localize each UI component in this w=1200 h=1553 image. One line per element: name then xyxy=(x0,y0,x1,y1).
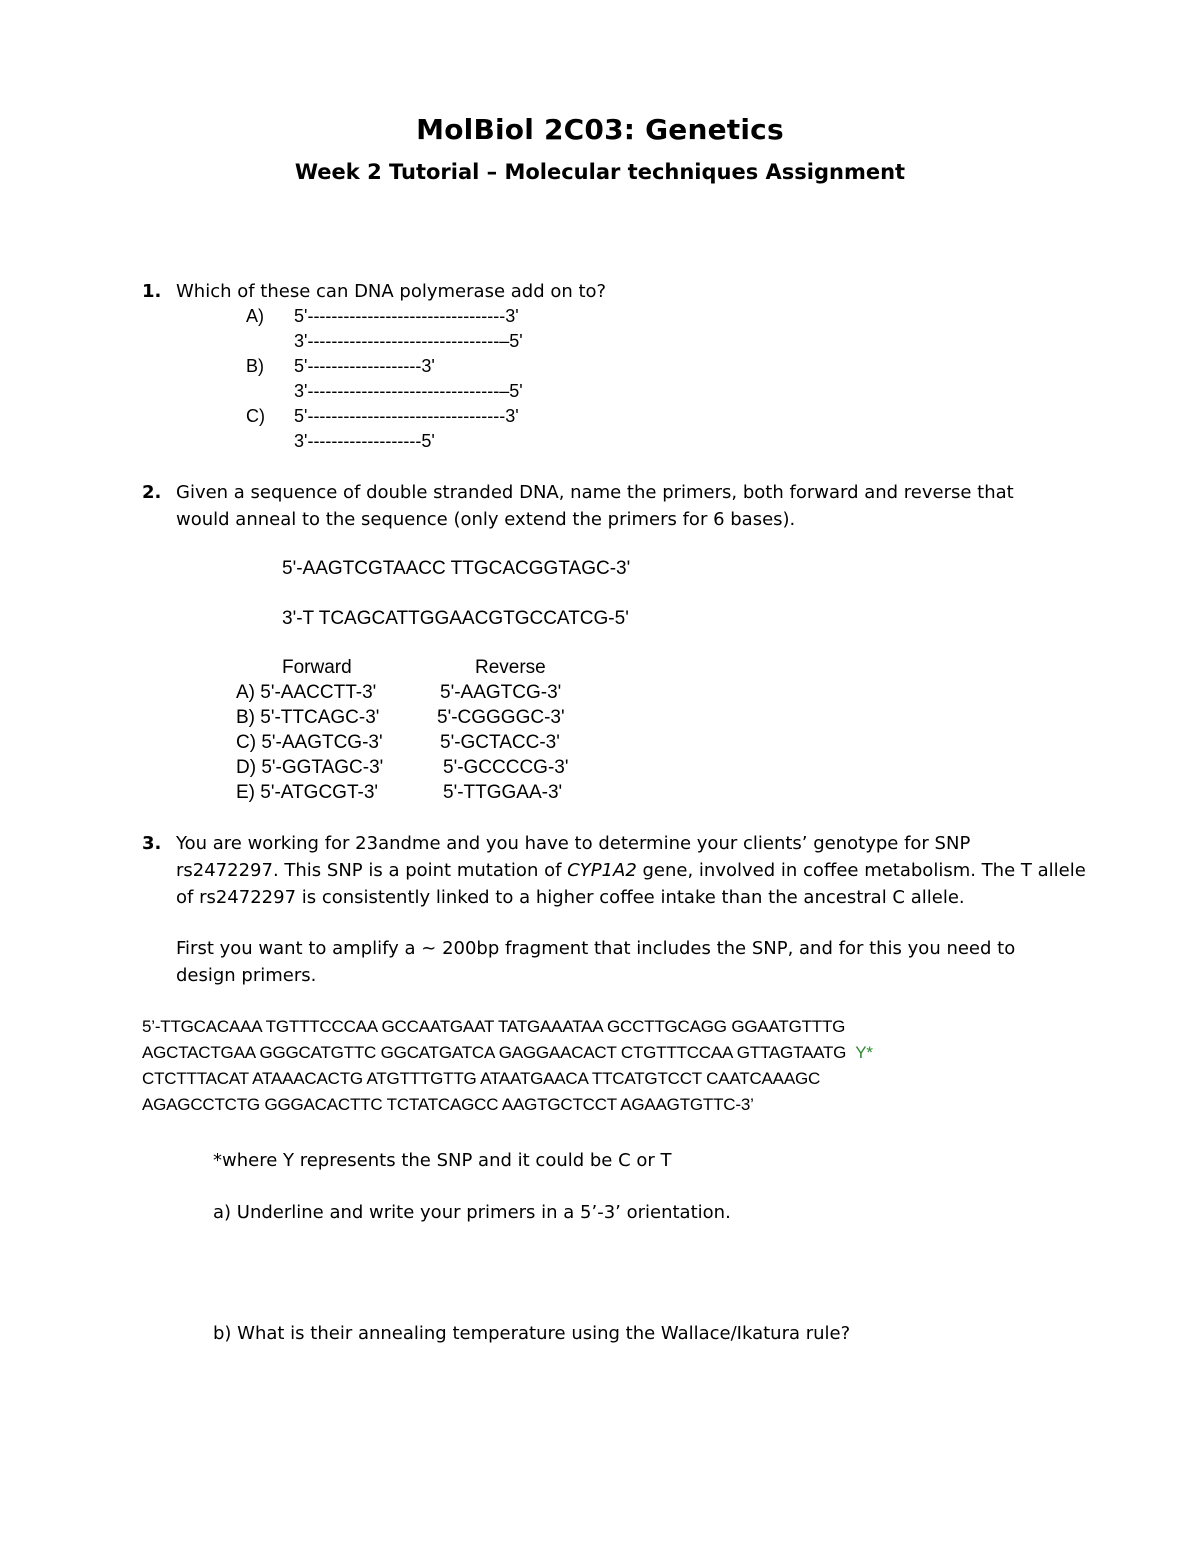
page-title: MolBiol 2C03: Genetics xyxy=(416,113,784,146)
q2-text-line2: would anneal to the sequence (only extend the primers for 6 bases). xyxy=(176,509,796,530)
q2-column-reverse: Reverse xyxy=(475,657,546,678)
q2-answer-reverse: 5'-CGGGGC-3' xyxy=(437,707,565,728)
q3-sequence-line1: 5’-TTGCACAAA TGTTTCCCAA GCCAATGAAT TATGAAATAA GCCTTGCAGG GGAATGTTTG xyxy=(142,1017,846,1036)
q2-answer-forward: A) 5'-AACCTT-3' xyxy=(236,682,377,703)
q3-part-b: b) What is their annealing temperature using the Wallace/Ikatura rule? xyxy=(213,1323,851,1344)
q1-option-b-label: B) xyxy=(246,356,264,376)
q3-line2: rs2472297. This SNP is a point mutation of CYP1A2 gene, involved in coffee metabolism. The T allele xyxy=(176,860,1086,881)
q2-answer-forward: E) 5'-ATGCGT-3' xyxy=(236,782,379,803)
q1-option-b-bottom-strand: 3'--------------------------------–5' xyxy=(294,381,523,401)
snp-marker: Y* xyxy=(855,1043,873,1062)
q3-line1: You are working for 23andme and you have to determine your clients’ genotype for SNP xyxy=(176,833,971,854)
q2-column-forward: Forward xyxy=(282,657,352,678)
q2-sequence-bottom-strand: 3'-T TCAGCATTGGAACGTGCCATCG-5' xyxy=(282,608,629,629)
q3-para2-line1: First you want to amplify a ~ 200bp fragment that includes the SNP, and for this you need to xyxy=(176,938,1016,959)
q3-number: 3. xyxy=(142,833,162,854)
q1-option-a-label: A) xyxy=(246,306,264,326)
page-subtitle: Week 2 Tutorial – Molecular techniques Assignment xyxy=(294,160,906,184)
q3-sequence-line2: AGCTACTGAA GGGCATGTTC GGCATGATCA GAGGAACACT CTGTTTCCAA GTTAGTAATG Y* xyxy=(142,1043,873,1062)
q3-sequence-line4: AGAGCCTCTG GGGACACTTC TCTATCAGCC AAGTGCTCCT AGAAGTGTTC-3’ xyxy=(142,1095,754,1114)
q2-answer-reverse: 5'-GCTACC-3' xyxy=(440,732,560,753)
q1-text: Which of these can DNA polymerase add on to? xyxy=(176,281,607,302)
gene-name: CYP1A2 xyxy=(567,860,637,881)
q3-para2-line2: design primers. xyxy=(176,965,317,986)
q2-answer-reverse: 5'-GCCCCG-3' xyxy=(443,757,569,778)
q3-line3: of rs2472297 is consistently linked to a higher coffee intake than the ancestral C allele. xyxy=(176,887,965,908)
q2-sequence-top-strand: 5'-AAGTCGTAACC TTGCACGGTAGC-3' xyxy=(282,558,631,579)
q2-answer-reverse: 5'-TTGGAA-3' xyxy=(443,782,563,803)
q1-option-a-top-strand: 5'---------------------------------3' xyxy=(294,306,519,326)
q2-text-line1: Given a sequence of double stranded DNA, name the primers, both forward and reverse that xyxy=(176,482,1014,503)
q1-option-b-top-strand: 5'-------------------3' xyxy=(294,356,435,376)
q2-answer-forward: B) 5'-TTCAGC-3' xyxy=(236,707,380,728)
q2-answer-reverse: 5'-AAGTCG-3' xyxy=(440,682,562,703)
q2-answer-forward: C) 5'-AAGTCG-3' xyxy=(236,732,383,753)
q3-snp-note: *where Y represents the SNP and it could be C or T xyxy=(213,1150,672,1171)
q3-sequence-line3: CTCTTTACAT ATAAACACTG ATGTTTGTTG ATAATGAACA TTCATGTCCT CAATCAAAGC xyxy=(142,1069,821,1088)
q3-part-a: a) Underline and write your primers in a 5’-3’ orientation. xyxy=(213,1202,731,1223)
q2-answer-forward: D) 5'-GGTAGC-3' xyxy=(236,757,384,778)
q1-number: 1. xyxy=(142,281,162,302)
q1-option-c-top-strand: 5'---------------------------------3' xyxy=(294,406,519,426)
q2-number: 2. xyxy=(142,482,162,503)
q1-option-c-bottom-strand: 3'-------------------5' xyxy=(294,431,435,451)
q1-option-a-bottom-strand: 3'--------------------------------–5' xyxy=(294,331,523,351)
q1-option-c-label: C) xyxy=(246,406,265,426)
